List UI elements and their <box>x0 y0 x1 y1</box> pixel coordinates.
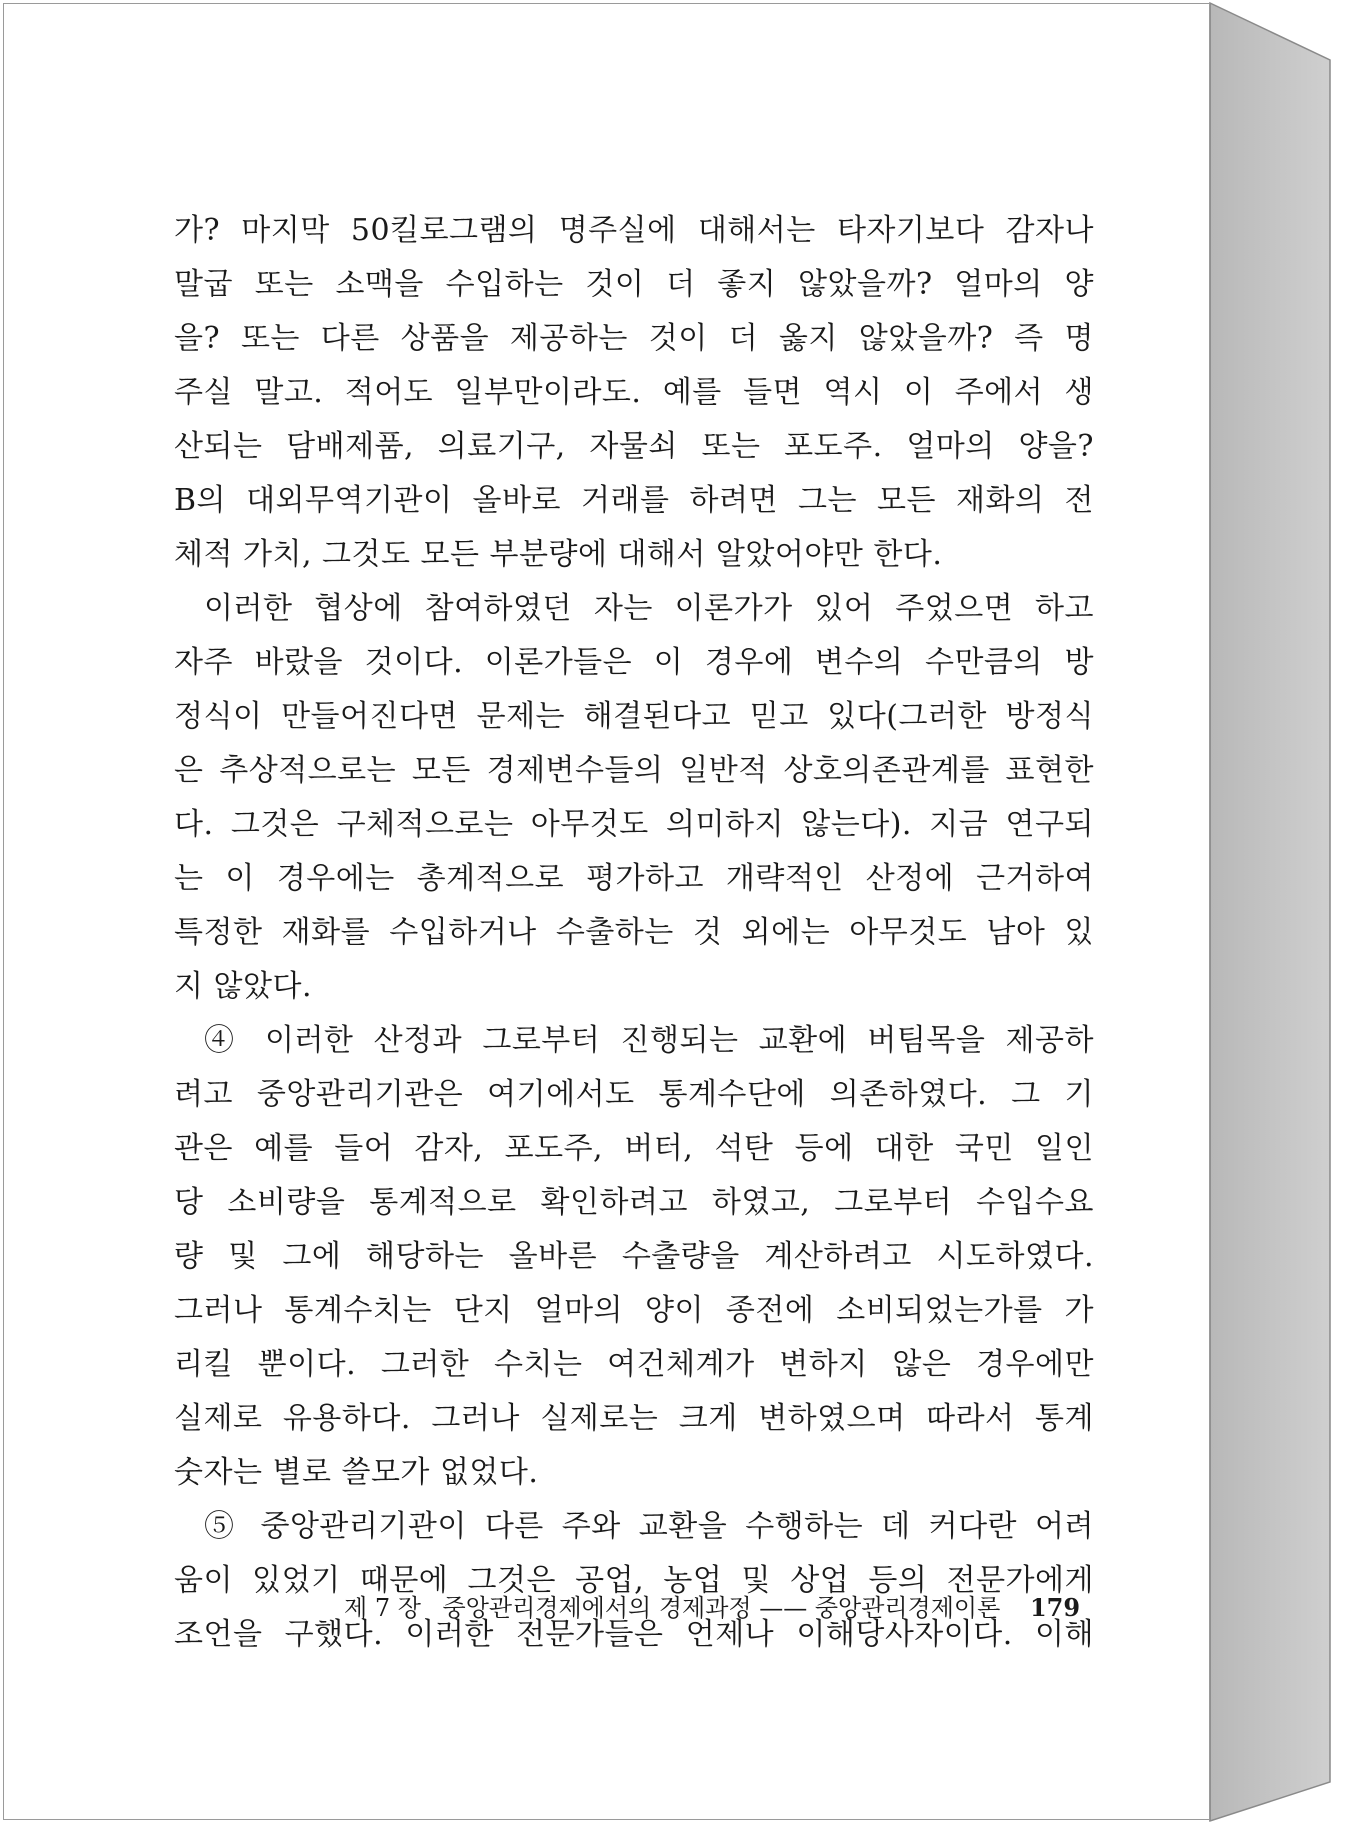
text-line: 산되는 담배제품, 의료기구, 자물쇠 또는 포도주. 얼마의 양을? <box>174 429 1094 464</box>
footer-title: 중앙관리경제에서의 경제과정 —— 중앙관리경제이론 <box>442 1594 1001 1622</box>
text-line: 량 및 그에 해당하는 올바른 수출량을 계산하려고 시도하였다. <box>174 1239 1094 1274</box>
text-line: 려고 중앙관리기관은 여기에서도 통계수단에 의존하였다. 그 기 <box>174 1077 1094 1112</box>
paragraph-first-line: ⑤ 중앙관리기관이 다른 주와 교환을 수행하는 데 커다란 어려 <box>204 1509 1094 1544</box>
footer-chapter: 제 7 장 <box>344 1594 421 1622</box>
document-page <box>3 3 1210 1820</box>
text-line: 조언을 구했다. 이러한 전문가들은 언제나 이해당사자이다. 이해 <box>174 1617 1094 1652</box>
body-text <box>174 204 1094 1662</box>
text-line: 지 않았다. <box>174 969 312 1004</box>
text-line: 관은 예를 들어 감자, 포도주, 버터, 석탄 등에 대한 국민 일인 <box>174 1131 1094 1166</box>
text-line: 정식이 만들어진다면 문제는 해결된다고 믿고 있다(그러한 방정식 <box>174 699 1094 734</box>
text-line: 그러나 통계수치는 단지 얼마의 양이 종전에 소비되었는가를 가 <box>174 1293 1094 1328</box>
page-number: 179 <box>1029 1593 1081 1622</box>
text-line: 특정한 재화를 수입하거나 수출하는 것 외에는 아무것도 남아 있 <box>174 915 1094 950</box>
text-line: 당 소비량을 통계적으로 확인하려고 하였고, 그로부터 수입수요 <box>174 1185 1094 1220</box>
text-line: 주실 말고. 적어도 일부만이라도. 예를 들면 역시 이 주에서 생 <box>174 375 1094 410</box>
text-line: 는 이 경우에는 총계적으로 평가하고 개략적인 산정에 근거하여 <box>174 861 1094 896</box>
text-line: 가? 마지막 50킬로그램의 명주실에 대해서는 타자기보다 감자나 <box>174 213 1094 248</box>
text-line: 다. 그것은 구체적으로는 아무것도 의미하지 않는다). 지금 연구되 <box>174 807 1094 842</box>
text-line: 체적 가치, 그것도 모든 부분량에 대해서 알았어야만 한다. <box>174 537 943 572</box>
text-line: 실제로 유용하다. 그러나 실제로는 크게 변하였으며 따라서 통계 <box>174 1401 1094 1436</box>
text-line: 은 추상적으로는 모든 경제변수들의 일반적 상호의존관계를 표현한 <box>174 753 1094 788</box>
paragraph-first-line: ④ 이러한 산정과 그로부터 진행되는 교환에 버팀목을 제공하 <box>204 1023 1094 1058</box>
text-line: 자주 바랐을 것이다. 이론가들은 이 경우에 변수의 수만큼의 방 <box>174 645 1094 680</box>
text-line: 숫자는 별로 쓸모가 없었다. <box>174 1455 539 1490</box>
text-line: 리킬 뿐이다. 그러한 수치는 여건체계가 변하지 않은 경우에만 <box>174 1347 1094 1382</box>
paragraph-first-line: 이러한 협상에 참여하였던 자는 이론가가 있어 주었으면 하고 <box>204 591 1094 626</box>
text-line: 움이 있었기 때문에 그것은 공업, 농업 및 상업 등의 전문가에게 <box>174 1563 1094 1598</box>
text-line: 을? 또는 다른 상품을 제공하는 것이 더 옳지 않았을까? 즉 명 <box>174 321 1094 356</box>
running-footer <box>344 1588 1081 1628</box>
text-line: 말굽 또는 소맥을 수입하는 것이 더 좋지 않았을까? 얼마의 양 <box>174 267 1094 302</box>
text-line: B의 대외무역기관이 올바로 거래를 하려면 그는 모든 재화의 전 <box>174 483 1094 518</box>
